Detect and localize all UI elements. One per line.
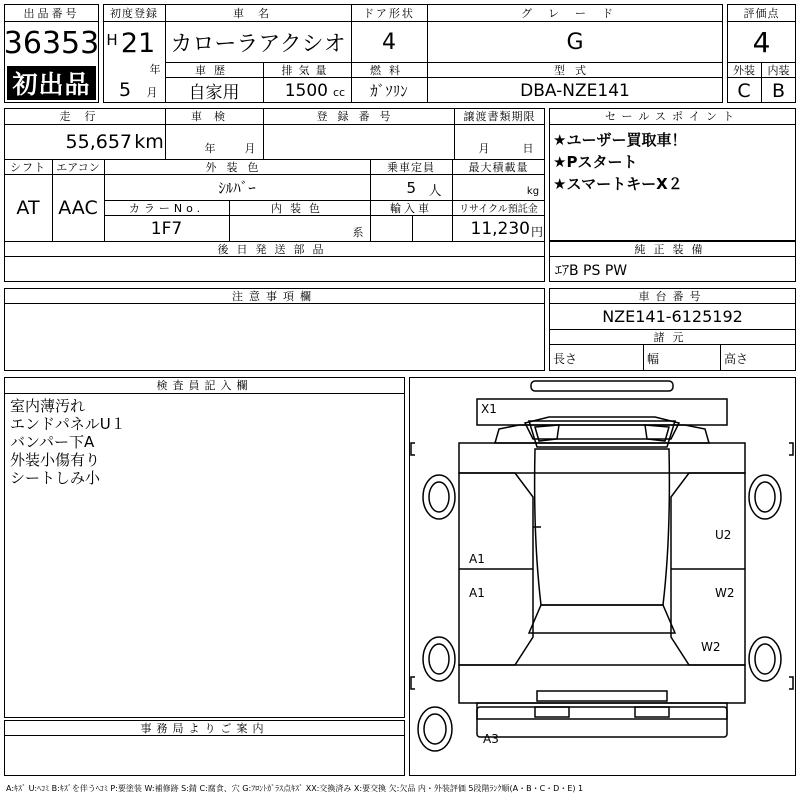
reg-year: 21 (120, 27, 156, 59)
damage-mark-a3: A3 (483, 732, 499, 746)
score-label: 評価点 (743, 6, 780, 20)
recycle-unit: 円 (530, 224, 543, 239)
spec-label: 諸元 (653, 330, 692, 344)
exterior-label: 外装 (733, 63, 755, 77)
max-load-unit: kg (526, 185, 540, 197)
interior-label: 内装 (767, 63, 790, 77)
genuine-equipment: ｴｱB PS PW (555, 263, 628, 279)
interior-color-unit: 系 (352, 226, 364, 239)
chassis-label: 車台番号 (638, 289, 707, 303)
mileage-label: 走行 (59, 110, 110, 123)
reg-month: 5 (118, 79, 132, 101)
sales-point: ★Pスタート (553, 152, 638, 171)
model-code: DBA-NZE141 (520, 80, 630, 101)
grade: G (566, 29, 584, 55)
car-name: カローラアクシオ (170, 31, 346, 57)
interior-color-label: 内装色 (271, 201, 328, 215)
mileage: 55,657 (65, 131, 132, 153)
inspection-month-unit: 月 (244, 142, 256, 155)
interior-grade: B (771, 79, 786, 102)
damage-mark-w2-rear: W2 (701, 640, 721, 654)
transfer-month-unit: 月 (478, 142, 490, 155)
damage-mark-x1: X1 (481, 402, 497, 416)
damage-mark-a1-front: A1 (469, 552, 485, 566)
model-label: 型式 (554, 63, 596, 77)
later-parts-label: 後日発送部品 (217, 242, 332, 256)
capacity-unit: 人 (428, 183, 442, 198)
fuel: ｶﾞｿﾘﾝ (370, 82, 408, 100)
inspection-year-unit: 年 (204, 142, 216, 155)
history-label: 車歴 (195, 63, 233, 77)
length-label: 長さ (553, 351, 578, 366)
notes-label: 注意事項欄 (232, 289, 317, 303)
transfer-day-unit: 日 (522, 142, 534, 155)
chassis-number: NZE141-6125192 (602, 307, 743, 326)
score: 4 (752, 25, 771, 59)
fuel-label: 燃料 (370, 63, 408, 77)
legend-text: A:ｷｽﾞ U:ﾍｺﾐ B:ｷｽﾞを伴うﾍｺﾐ P:要塗装 W:補修跡 S:錆 C:腐食、穴 G:ﾌﾛﾝﾄｶﾞﾗｽ点ｷｽﾞ XX:交換済み X:要交換 欠:欠品 内・外装評価 5段階ﾗﾝｸ順(A・B・C・D・E) 1 (6, 783, 584, 793)
displacement-unit: cc (332, 85, 346, 99)
recycle-fee: 11,230 (470, 218, 530, 239)
doors: 4 (382, 29, 396, 55)
sales-point: ★ユーザー買取車！ (553, 130, 687, 149)
grade-label: グレード (521, 6, 629, 20)
inspector-note: シートしみ小 (10, 469, 101, 487)
registration-number-label: 登録番号 (316, 110, 401, 123)
ac: AAC (58, 197, 98, 219)
displacement: 1500 (284, 80, 328, 101)
ac-label: エアコン (56, 160, 100, 174)
width-label: 幅 (647, 351, 660, 366)
reg-month-unit: 月 (146, 86, 158, 99)
capacity-label: 乗車定員 (387, 160, 435, 174)
color-number: 1F7 (150, 218, 183, 239)
inspector-note: エンドパネルU１ (10, 415, 126, 433)
damage-mark-w2-front: W2 (715, 586, 735, 600)
first-reg-label: 初度登録 (110, 6, 158, 20)
inspector-note: 外装小傷有り (10, 451, 101, 469)
mileage-unit: km (134, 131, 164, 153)
sales-point: ★スマートキーX２ (553, 174, 683, 193)
recycle-label: リサイクル預託金 (459, 204, 538, 215)
car-diagram (409, 377, 796, 776)
history: 自家用 (188, 83, 240, 103)
damage-mark-u2: U2 (715, 528, 732, 542)
sales-points-label: セールスポイント (604, 110, 740, 123)
inspection-label: 車検 (191, 110, 237, 123)
shift-label: シフト (10, 160, 46, 174)
height-label: 高さ (724, 351, 749, 366)
damage-mark-a1-rear: A1 (469, 586, 485, 600)
max-load-label: 最大積載量 (468, 160, 529, 174)
lot-number: 36353 (4, 25, 99, 61)
shift: AT (16, 197, 40, 219)
inspector-note: 室内薄汚れ (10, 397, 86, 415)
era: H (106, 31, 118, 49)
door-label: ドア形状 (363, 6, 415, 20)
capacity: 5 (406, 179, 416, 197)
inspector-notes-label: 検査員記入欄 (156, 379, 253, 392)
color-number-label: カラーNo. (128, 201, 205, 215)
first-listing-badge: 初出品 (7, 66, 96, 100)
genuine-equipment-label: 純正装備 (634, 242, 711, 256)
car-name-label: 車名 (233, 6, 283, 20)
office-notice-label: 事務局よりご案内 (140, 721, 269, 735)
transfer-deadline-label: 譲渡書類期限 (463, 110, 536, 123)
inspector-note: バンパー下A (10, 433, 95, 451)
reg-year-unit: 年 (149, 63, 161, 76)
lot-number-label: 出品番号 (23, 6, 80, 20)
color-label: 外装色 (205, 160, 269, 174)
import-label: 輸入車 (390, 201, 432, 215)
displacement-label: 排気量 (281, 63, 333, 77)
exterior-grade: C (737, 79, 751, 102)
color: ｼﾙﾊﾞｰ (218, 179, 256, 197)
